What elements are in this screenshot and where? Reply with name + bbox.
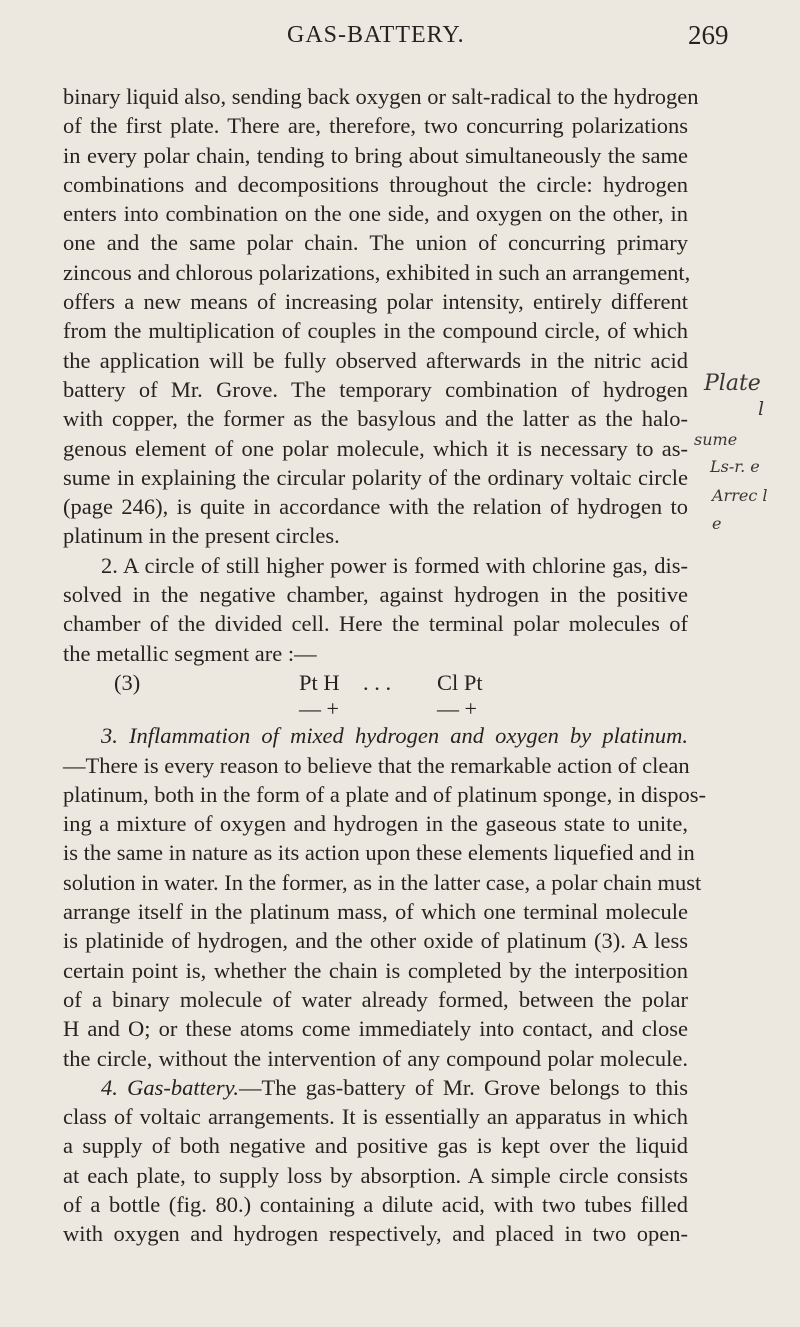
text-line: from the multiplication of couples in the compound circle, of which <box>63 318 688 344</box>
text-line: class of voltaic arrangements. It is essentially an apparatus in which <box>63 1104 688 1130</box>
text-line: in every polar chain, tending to bring about simultaneously the same <box>63 142 688 168</box>
margin-note: Plate <box>704 371 761 396</box>
paragraph-3 <box>63 721 707 1073</box>
text-line: chamber of the divided cell. Here the terminal polar molecules of <box>63 611 688 637</box>
text-line: is the same in nature as its action upon these elements liquefied and in <box>63 840 695 866</box>
formula-left: Pt H <box>299 669 340 695</box>
text-line: solved in the negative chamber, against hydrogen in the positive <box>63 582 688 608</box>
paragraph-1 <box>63 82 699 551</box>
text-line: with oxygen and hydrogen respectively, and placed in two open- <box>63 1221 688 1247</box>
formula <box>63 668 688 697</box>
text-line <box>63 1073 688 1102</box>
text-line: certain point is, whether the chain is completed by the interposition <box>63 957 688 983</box>
formula-number: (3) <box>114 669 141 695</box>
text-line: ing a mixture of oxygen and hydrogen in the gaseous state to unite, <box>63 811 688 837</box>
running-head: GAS-BATTERY. <box>287 22 465 48</box>
formula-sign-left: — + <box>299 696 339 722</box>
text-line: a supply of both negative and positive gas is kept over the liquid <box>63 1133 688 1159</box>
formula-signs <box>63 697 688 721</box>
text-line: H and O; or these atoms come immediately into contact, and close <box>63 1016 688 1042</box>
margin-note: l <box>758 398 765 420</box>
text-line: binary liquid also, sending back oxygen or salt-radical to the hydrogen <box>63 84 699 109</box>
formula-right: Cl Pt <box>437 669 483 695</box>
text-line: of the first plate. There are, therefore, two concurring polarizations <box>63 113 688 139</box>
text-line: zincous and chlorous polarizations, exhibited in such an arrangement, <box>63 259 691 285</box>
margin-note: e <box>712 514 722 533</box>
text-line: at each plate, to supply loss by absorption. A simple circle consists <box>63 1162 688 1188</box>
text-line: of a bottle (fig. 80.) containing a dilute acid, with two tubes filled <box>63 1191 688 1217</box>
text-line: platinum, both in the form of a plate and of platinum sponge, in dispos- <box>63 781 707 807</box>
formula-sign-right: — + <box>437 696 477 722</box>
text-line: the circle, without the intervention of any compound polar molecule. <box>63 1045 688 1071</box>
text-line: (page 246), is quite in accordance with the relation of hydrogen to <box>63 494 688 520</box>
text-line: 2. A circle of still higher power is formed with chlorine gas, dis- <box>101 552 688 578</box>
paragraph-2 <box>63 551 688 668</box>
text-line: one and the same polar chain. The union of concurring primary <box>63 230 688 256</box>
text-line: the metallic segment are :— <box>63 640 317 666</box>
text-line: is platinide of hydrogen, and the other oxide of platinum (3). A less <box>63 928 688 954</box>
text-run: —The gas-battery of Mr. Grove belongs to this <box>238 1074 688 1100</box>
text-line: battery of Mr. Grove. The temporary combination of hydrogen <box>63 376 688 402</box>
formula-dots: . . . <box>363 669 392 695</box>
text-line: arrange itself in the platinum mass, of which one terminal molecule <box>63 899 688 925</box>
paragraph-4 <box>63 1073 688 1249</box>
text-line: sume in explaining the circular polarity of the ordinary voltaic circle <box>63 464 688 490</box>
body-text <box>63 82 707 1249</box>
page-header <box>0 20 800 60</box>
margin-note: Ls-r. e <box>710 457 760 476</box>
page-number: 269 <box>688 20 729 50</box>
text-line: with copper, the former as the basylous and the latter as the halo- <box>63 406 688 432</box>
margin-note: Arrec l <box>712 486 768 505</box>
section-heading: 4. Gas-battery. <box>101 1074 239 1100</box>
text-line: combinations and decompositions throughout the circle: hydrogen <box>63 171 688 197</box>
section-heading: 3. Inflammation of mixed hydrogen and oxygen by platinum. <box>101 723 688 749</box>
text-line: solution in water. In the former, as in the latter case, a polar chain must <box>63 869 702 895</box>
text-line: genous element of one polar molecule, which it is necessary to as- <box>63 435 688 461</box>
text-line: the application will be fully observed afterwards in the nitric acid <box>63 347 688 373</box>
text-line: platinum in the present circles. <box>63 523 340 549</box>
margin-note: sume <box>694 430 738 449</box>
text-line: enters into combination on the one side, and oxygen on the other, in <box>63 201 688 227</box>
text-line: —There is every reason to believe that the remarkable action of clean <box>63 752 690 778</box>
text-line: offers a new means of increasing polar intensity, entirely different <box>63 289 688 315</box>
text-line: of a binary molecule of water already formed, between the polar <box>63 986 688 1012</box>
